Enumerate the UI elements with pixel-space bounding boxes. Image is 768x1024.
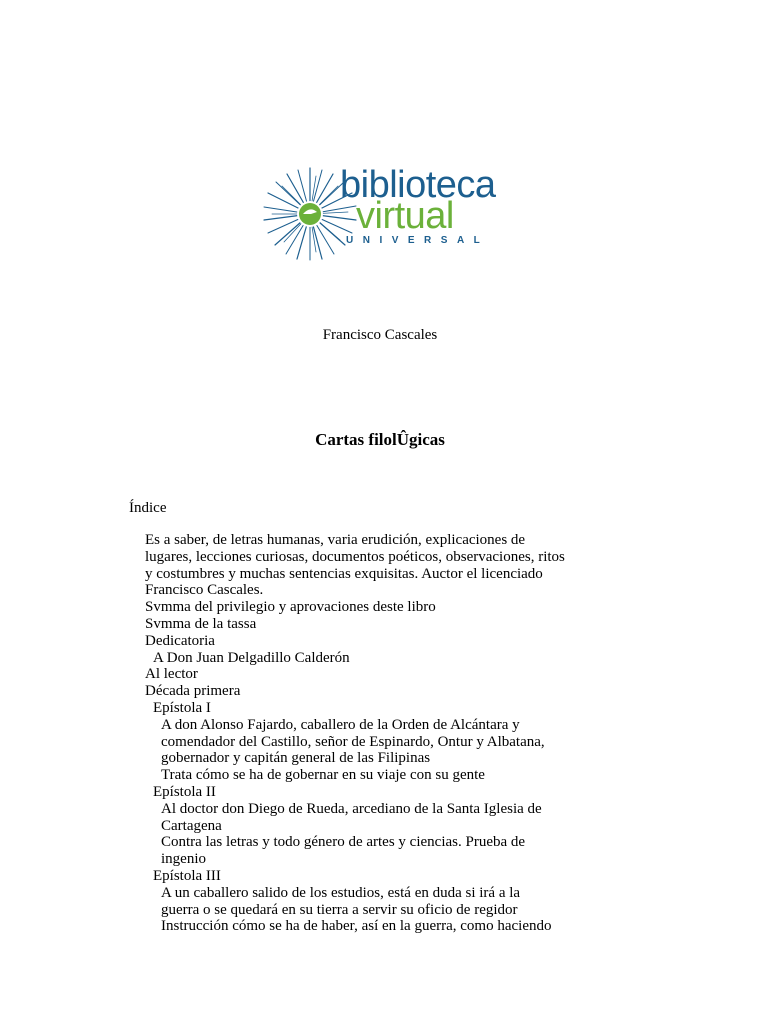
- toc-link-epistola-2-recipient-cont[interactable]: Cartagena: [161, 817, 222, 834]
- toc-link-epistola-2-topic-cont[interactable]: ingenio: [161, 851, 206, 868]
- logo-text-virtual: virtual: [356, 195, 454, 237]
- toc-link-epistola-3[interactable]: Epístola III: [153, 867, 221, 884]
- index-heading: Índice: [129, 500, 167, 516]
- toc-description-line: Es a saber, de letras humanas, varia erudición, explicaciones de: [145, 532, 526, 548]
- logo-text-universal: UNIVERSAL: [346, 235, 490, 246]
- toc-link-epistola-2-topic[interactable]: Contra las letras y todo género de artes y ciencias. Prueba de: [161, 834, 526, 851]
- toc-link-epistola-1-recipient[interactable]: A don Alonso Fajardo, caballero de la Orden de Alcántara y: [161, 716, 520, 733]
- toc-link-privilegio[interactable]: Svmma del privilegio y aprovaciones deste libro: [145, 599, 436, 616]
- toc-link-epistola-1-topic[interactable]: Trata cómo se ha de gobernar en su viaje con su gente: [161, 767, 485, 784]
- toc-link-epistola-3-recipient-cont[interactable]: guerra o se quedará en su tierra a servir su oficio de regidor: [161, 901, 518, 918]
- toc-link-epistola-1-recipient-cont[interactable]: gobernador y capitán general de las Filipinas: [161, 750, 431, 767]
- table-of-contents: [0, 532, 768, 935]
- toc-description-line: lugares, lecciones curiosas, documentos poéticos, observaciones, ritos: [145, 548, 565, 565]
- book-title: Cartas filolÛgicas: [315, 430, 445, 449]
- toc-link-tassa[interactable]: Svmma de la tassa: [145, 615, 257, 632]
- toc-description-line: Francisco Cascales.: [145, 582, 264, 599]
- biblioteca-virtual-logo: [262, 166, 502, 262]
- toc-link-al-lector[interactable]: Al lector: [145, 666, 198, 683]
- toc-link-epistola-3-recipient[interactable]: A un caballero salido de los estudios, está en duda si irá a la: [161, 884, 521, 901]
- author-name: Francisco Cascales: [322, 327, 438, 343]
- toc-link-epistola-1-recipient-cont[interactable]: comendador del Castillo, señor de Espinardo, Ontur y Albatana,: [161, 733, 545, 750]
- logo-text-biblioteca: biblioteca: [340, 164, 496, 206]
- toc-link-epistola-1[interactable]: Epístola I: [153, 699, 211, 716]
- toc-link-dedicatoria[interactable]: Dedicatoria: [145, 632, 215, 649]
- toc-link-decada-primera[interactable]: Década primera: [145, 683, 241, 700]
- toc-link-epistola-2-recipient[interactable]: Al doctor don Diego de Rueda, arcediano de la Santa Iglesia de: [161, 800, 542, 817]
- toc-description-line: y costumbres y muchas sentencias exquisitas. Auctor el licenciado: [145, 565, 543, 582]
- toc-link-dedicatoria-recipient[interactable]: A Don Juan Delgadillo Calderón: [153, 649, 350, 666]
- toc-link-epistola-2[interactable]: Epístola II: [153, 783, 216, 800]
- toc-link-epistola-3-topic[interactable]: Instrucción cómo se ha de haber, así en la guerra, como haciendo: [161, 918, 552, 935]
